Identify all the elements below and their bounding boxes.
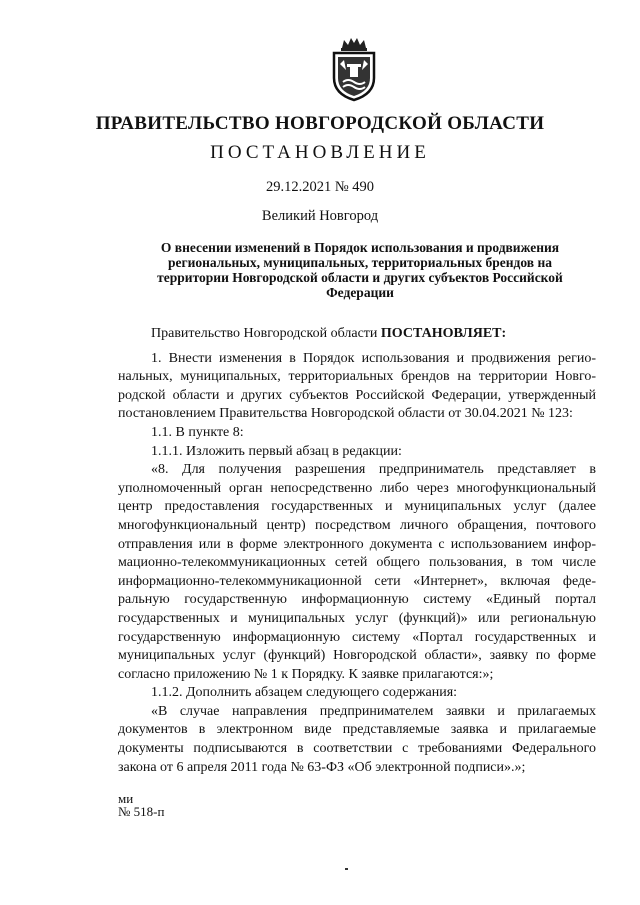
paragraph: 1.1.1. Изложить первый абзац в редакции:: [151, 443, 402, 459]
footer-number: № 518-п: [118, 804, 165, 819]
paragraph: 1.1. В пункте 8:: [151, 424, 244, 440]
lead-text: Правительство Новгородской области: [151, 326, 381, 341]
footer-code: [118, 792, 164, 818]
paragraph: 1. Внести изменения в Порядок использования и продвижения регио-нальных, муниципальных, территориальных брендов на территории Новго-родской области и других субъектов Российской Федерации, утвержденный постановлением Правительства Новгородской области от 30.04.2021 № 123:: [118, 350, 596, 422]
government-title: ПРАВИТЕЛЬСТВО НОВГОРОДСКОЙ ОБЛАСТИ: [95, 113, 545, 134]
city: Великий Новгород: [261, 208, 379, 224]
coat-of-arms-icon: [326, 34, 382, 102]
document-body: [118, 325, 596, 777]
lead-paragraph: [118, 325, 596, 344]
paragraph: 1.1.2. Дополнить абзацем следующего содержания:: [151, 685, 458, 701]
document-subject: О внесении изменений в Порядок использования и продвижения региональных, муниципальных, территориальных брендов на территории Новгородской области и других субъектов Российской Федерации: [157, 240, 563, 300]
document-type: ПОСТАНОВЛЕНИЕ: [210, 142, 430, 163]
footer-initials: ми: [118, 791, 134, 806]
page-mark: [345, 868, 348, 870]
lead-bold: ПОСТАНОВЛЯЕТ:: [380, 326, 507, 341]
date-number: 29.12.2021 № 490: [265, 179, 375, 195]
paragraph: «8. Для получения разрешения предприниматель представляет в уполномоченный орган непосредственно либо через многофункциональный центр предоставления государственных и муниципальных услуг (далее многофункциональный центр) посредством личного обращения, почтового отправления или в форме электронного документа с использованием инфор-мационно-телекоммуникационных сетей общего пользования, в том числе информационно-телекоммуникационной сети «Интернет», включая феде-ральную государственную информационную систему «Единый портал государственных и муниципальных услуг (функций)» или региональную государственную информационную систему «Портал государственных и муниципальных услуг (функций) Новгородской области», заявку по форме согласно приложению № 1 к Порядку. К заявке прилагаются:»;: [118, 462, 596, 682]
paragraph: «В случае направления предпринимателем заявки и прилагаемых документов в электронном виде представляемые заявка и прилагаемые документы подписываются в соответствии с требованиями Федерального закона от 6 апреля 2011 года № 63-ФЗ «Об электронной подписи».»;: [118, 703, 596, 775]
